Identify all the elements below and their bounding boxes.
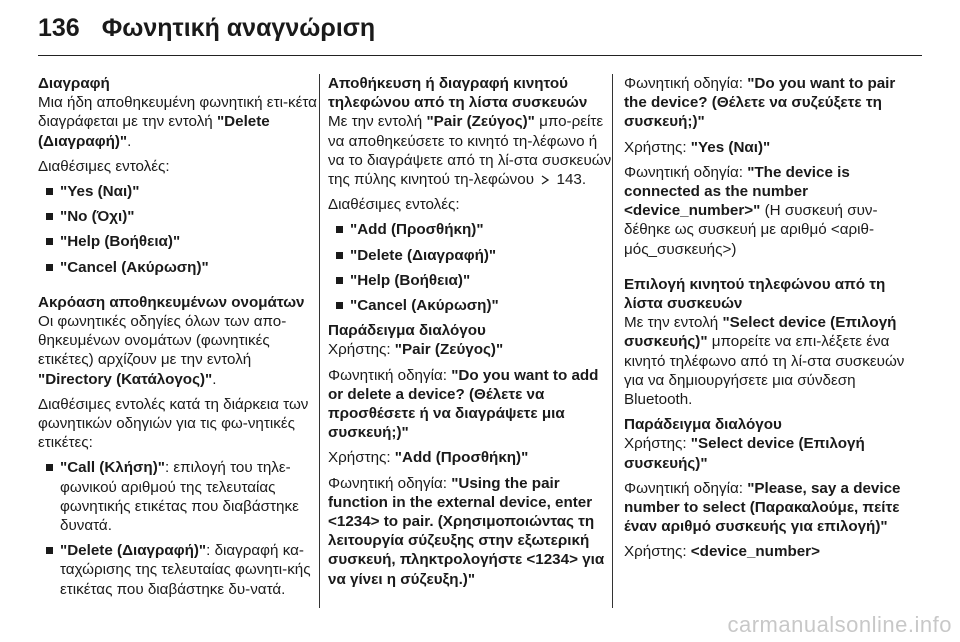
dialog-line <box>328 448 612 467</box>
dialog-translation: (Η συσκευή συν-δέθηκε ως συσκευή με αριθμό <αριθ-μός_συσκευής>) <box>624 202 878 258</box>
select-intro-a: Με την εντολή <box>624 314 723 332</box>
column-divider-2 <box>612 74 613 608</box>
list-item <box>328 271 612 290</box>
command-delete: "Delete (Διαγραφή)" <box>60 542 207 560</box>
page-title: Φωνητική αναγνώριση <box>101 14 376 42</box>
speaker-label: Χρήστης: <box>328 449 395 467</box>
column-1 <box>38 74 328 605</box>
command-help: "Help (Βοήθεια)" <box>350 271 471 289</box>
page-header <box>38 14 375 54</box>
section-heading-delete: Διαγραφή <box>38 75 110 92</box>
dialog-command: "The device is connected as the number <device_number>" <box>624 163 850 220</box>
command-delete: "Delete (Διαγραφή)" <box>350 246 497 264</box>
example-heading: Παράδειγμα διαλόγου <box>624 416 782 434</box>
delete-description: : διαγραφή κα-ταχώρισης της τελευταίας φωνητι-κής ετικέτας που διαβάστηκε δυ-νατά. <box>60 542 311 598</box>
speaker-label: Χρήστης: <box>624 435 691 453</box>
dialog-line <box>624 479 914 537</box>
page-reference: 143. <box>556 171 587 189</box>
dialog-line <box>624 163 914 259</box>
dialog-command: "Using the pair function in the external device, enter <1234> to pair. (Χρησιμοποιώντας τη λειτουργία σύζευξης στην εξωτερική συσκευή, πληκτρολογήστε <1234> για να γίνει η σύζευξη.)" <box>328 474 605 588</box>
dialog-command: "Add (Προσθήκη)" <box>394 449 529 467</box>
speaker-label: Φωνητική οδηγία: <box>624 163 748 181</box>
available-commands-label: Διαθέσιμες εντολές: <box>328 196 460 214</box>
dialog-line <box>624 138 914 157</box>
command-add: "Add (Προσθήκη)" <box>350 221 484 239</box>
listen-intro-text: Οι φωνητικές οδηγίες όλων των απο-θηκευμένων ονομάτων (φωνητικές ετικέτες) αρχίζουν με την εντολή <box>38 313 287 369</box>
pair-command: "Pair (Ζεύγος)" <box>426 113 535 131</box>
command-cancel: "Cancel (Ακύρωση)" <box>350 297 499 315</box>
dialog-line <box>328 340 612 359</box>
page-number: 136 <box>38 14 80 42</box>
pair-intro-b: μπο-ρείτε να αποθηκεύσετε το κινητό τη-λέφωνο ή να το διαγράψετε από τη λί-στα συσκευών της πύλης κινητού τη-λεφώνου <box>328 113 612 189</box>
section-heading-listen: Ακρόαση αποθηκευμένων ονομάτων <box>38 293 305 311</box>
list-item <box>38 182 328 201</box>
header-divider <box>38 55 922 56</box>
list-item <box>38 232 328 251</box>
speaker-label: Φωνητική οδηγία: <box>624 75 748 92</box>
list-item <box>38 258 328 277</box>
column-2 <box>328 74 612 595</box>
command-cancel: "Cancel (Ακύρωση)" <box>60 258 209 276</box>
list-item <box>38 458 328 535</box>
page-reference-icon <box>540 175 550 185</box>
section-heading-pair: Αποθήκευση ή διαγραφή κινητού τηλεφώνου από τη λίστα συσκευών <box>328 75 588 112</box>
paragraph-listen-available: Διαθέσιμες εντολές κατά τη διάρκεια των φωνητικών οδηγιών για τις φω-νητικές ετικέτες: <box>38 395 309 452</box>
speaker-label: Φωνητική οδηγία: <box>328 366 452 384</box>
dialog-command: "Please, say a device number to select (Παρακαλούμε, πείτε έναν αριθμό συσκευής για επιλογή)" <box>624 479 901 536</box>
paragraph-delete-intro: Μια ήδη αποθηκευμένη φωνητική ετι-κέτα διαγράφεται με την εντολή "Delete (Διαγραφή)". <box>38 94 317 150</box>
paragraph-pair-intro <box>328 112 612 189</box>
dialog-command: "Yes (Ναι)" <box>690 138 771 156</box>
speaker-label: Χρήστης: <box>624 543 691 561</box>
dialog-line <box>328 366 612 443</box>
list-item <box>328 246 612 265</box>
column-3 <box>624 74 914 568</box>
pair-intro-a: Με την εντολή <box>328 113 427 131</box>
directory-command: "Directory (Κατάλογος)" <box>38 370 213 388</box>
dialog-command: "Do you want to add or delete a device? (Θέλετε να προσθέσετε ή να διαγράψετε μια συσκευή;)" <box>328 366 599 442</box>
dialog-command: "Pair (Ζεύγος)" <box>394 341 504 359</box>
dialog-command: "Select device (Επιλογή συσκευής)" <box>624 435 865 472</box>
speaker-label: Φωνητική οδηγία: <box>328 474 452 492</box>
watermark: carmanualsonline.info <box>727 612 952 637</box>
command-no: "No (Όχι)" <box>60 208 135 226</box>
command-call: "Call (Κλήση)" <box>60 459 165 477</box>
call-description: : επιλογή του τηλε-φωνικού αριθμού της τελευταίας φωνητικής ετικέτας που διαβάστηκε δυνατά. <box>60 459 299 535</box>
dialog-line <box>328 474 612 589</box>
dialog-command: "Do you want to pair the device? (Θέλετε να συζεύξετε τη συσκευή;)" <box>624 75 896 131</box>
dialog-line <box>624 542 914 561</box>
command-help: "Help (Βοήθεια)" <box>60 233 181 251</box>
dialog-line <box>624 434 914 472</box>
list-item <box>328 296 612 315</box>
dialog-line <box>624 74 914 132</box>
list-item <box>38 207 328 226</box>
speaker-label: Χρήστης: <box>624 138 691 156</box>
delete-command: "Delete (Διαγραφή)" <box>38 113 270 150</box>
paragraph-listen-intro: Οι φωνητικές οδηγίες όλων των απο-θηκευμένων ονομάτων (φωνητικές ετικέτες) αρχίζουν με την εντολή "Directory (Κατάλογος)". <box>38 313 287 388</box>
command-yes: "Yes (Ναι)" <box>60 183 140 201</box>
speaker-label: Φωνητική οδηγία: <box>624 479 748 497</box>
speaker-label: Χρήστης: <box>328 341 395 359</box>
delete-intro-text: Μια ήδη αποθηκευμένη φωνητική ετι-κέτα διαγράφεται με την εντολή <box>38 94 317 131</box>
select-command: "Select device (Επιλογή συσκευής)" <box>624 314 897 351</box>
available-commands-label: Διαθέσιμες εντολές: <box>38 157 170 175</box>
example-heading: Παράδειγμα διαλόγου <box>328 322 486 340</box>
select-intro-b: μπορείτε να επι-λέξετε ένα κινητό τηλέφωνο από τη λί-στα συσκευών για να δημιουργήσετε μια σύνδεση Bluetooth. <box>624 333 905 409</box>
section-heading-select: Επιλογή κινητού τηλεφώνου από τη λίστα συσκευών <box>624 275 886 313</box>
list-item <box>38 541 328 599</box>
dialog-command: <device_number> <box>690 543 820 561</box>
list-item <box>328 220 612 239</box>
paragraph-select-intro <box>624 313 914 409</box>
